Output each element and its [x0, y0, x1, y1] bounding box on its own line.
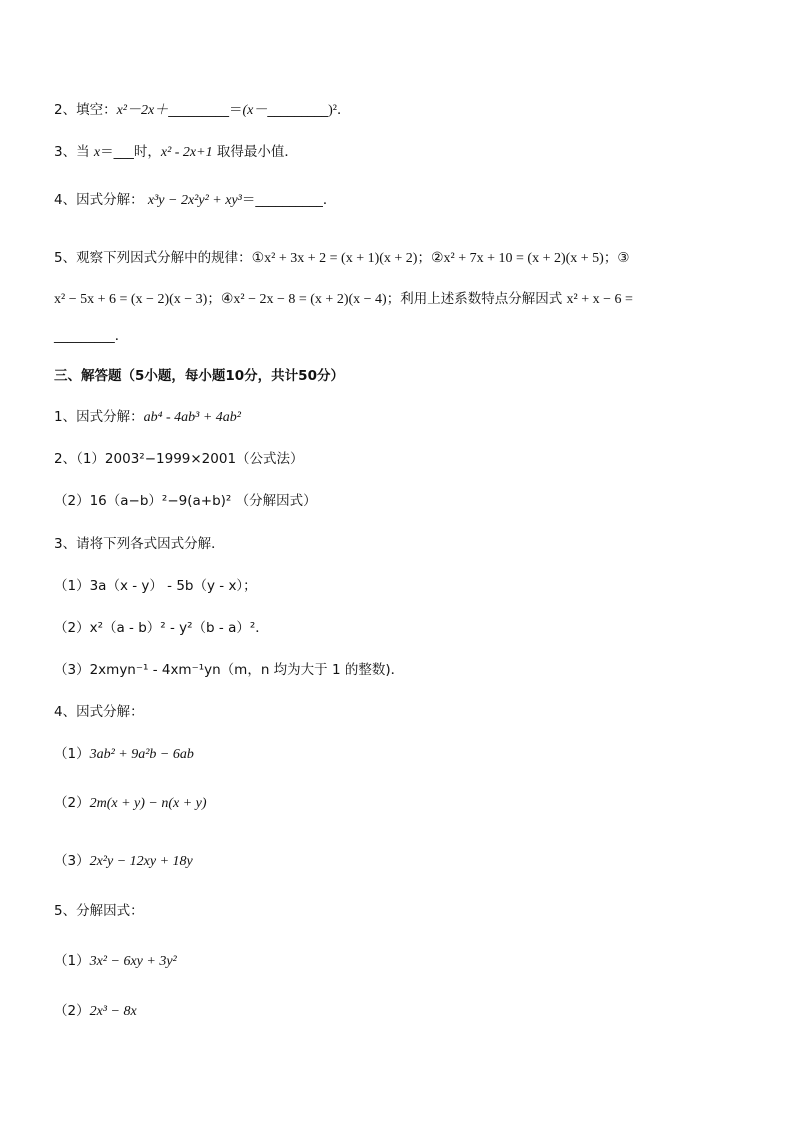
q-label: 因式分解： — [76, 704, 144, 720]
fill-q5-line3 — [54, 326, 128, 346]
q-label: 填空： — [76, 102, 117, 118]
fill-q5-line1 — [54, 248, 629, 269]
fill-q5-line2 — [54, 289, 633, 310]
q-label: 请将下列各式因式分解． — [76, 536, 225, 552]
pattern-item-4: ④x² − 2x − 8 = (x + 2)(x − 4) — [220, 292, 387, 307]
period: ． — [322, 192, 337, 208]
pattern-item-3: x² − 5x + 6 = (x − 2)(x − 3) — [54, 292, 208, 307]
section-heading: 三、解答题（5小题，每小题10分，共计50分） — [54, 368, 344, 384]
solve-q3-part1: （1）3a（x - y） - 5b（y - x）； — [54, 578, 257, 594]
expression: 2x³ − 8x — [89, 1004, 137, 1019]
expression: 2m(x + y) − n(x + y) — [89, 796, 207, 811]
text: 时， — [133, 144, 161, 160]
equals: ＝ — [241, 192, 256, 208]
part-number: （1） — [54, 953, 90, 969]
expression: ab⁴ - 4ab³ + 4ab² — [143, 410, 241, 425]
q-label: 因式分解： — [76, 409, 144, 425]
part-number: （3） — [54, 853, 90, 869]
pattern-item-2: ②x² + 7x + 10 = (x + 2)(x + 5) — [430, 251, 604, 266]
text: 当 — [76, 144, 94, 160]
fill-q3 — [54, 142, 298, 163]
expression: 3x² − 6xy + 3y² — [89, 954, 177, 969]
part-number: （2） — [54, 1003, 90, 1019]
answer-blank: _________ — [267, 102, 329, 118]
q-number: 4、 — [54, 192, 77, 208]
separator: ； — [603, 250, 618, 266]
solve-q4-part2 — [54, 793, 207, 814]
separator: ； — [207, 291, 221, 307]
solve-q2-part2: （2）16（a−b）²−9(a+b)² （分解因式） — [54, 493, 317, 509]
solve-q5-part1 — [54, 951, 177, 972]
answer-blank: __________ — [255, 192, 323, 208]
solve-q5 — [54, 901, 144, 921]
answer-blank: _________ — [168, 102, 229, 118]
part-number: （1） — [54, 746, 90, 762]
q-label: 观察下列因式分解中的规律： — [76, 250, 252, 266]
text: 取得最小值． — [212, 144, 298, 160]
expression: 2x²y − 12xy + 18y — [89, 854, 193, 869]
solve-q4-part1 — [54, 744, 194, 765]
solve-q1 — [54, 407, 241, 428]
equals: ＝ — [100, 144, 114, 160]
q-number: 4、 — [54, 704, 77, 720]
fill-q2 — [54, 100, 350, 121]
expression: 3ab² + 9a²b − 6ab — [89, 747, 194, 762]
expression: x³y − 2x²y² + xy³ — [147, 193, 242, 208]
part-text: （1）2003²−1999×2001（公式法） — [76, 451, 304, 467]
period: ． — [114, 328, 129, 344]
solve-q3 — [54, 534, 225, 554]
solve-q4 — [54, 702, 144, 722]
solve-q5-part2 — [54, 1001, 137, 1022]
target-expression: x² + x − 6 = — [566, 292, 633, 307]
q-number: 2、 — [54, 102, 77, 118]
fill-q4 — [54, 190, 336, 211]
solve-q2-part1 — [54, 449, 304, 469]
solve-q3-part2: （2）x²（a - b）² - y²（b - a）²． — [54, 620, 269, 636]
variable: x — [93, 145, 101, 160]
expression: (x－ — [242, 103, 268, 118]
answer-blank: _________ — [54, 328, 115, 344]
instruction: ；利用上述系数特点分解因式 — [386, 291, 563, 307]
expression-close: )² — [328, 103, 337, 118]
q-label: 因式分解： — [76, 192, 144, 208]
equals: ＝ — [228, 102, 243, 118]
pattern-item-3-mark: ③ — [617, 250, 630, 266]
pattern-item-1: ①x² + 3x + 2 = (x + 1)(x + 2) — [251, 251, 418, 266]
separator: ； — [417, 250, 431, 266]
q-number: 1、 — [54, 409, 77, 425]
expression: x² - 2x+1 — [160, 145, 213, 160]
q-label: 分解因式： — [76, 903, 144, 919]
q-number: 3、 — [54, 144, 77, 160]
period: ． — [336, 102, 351, 118]
q-number: 3、 — [54, 536, 77, 552]
q-number: 5、 — [54, 250, 77, 266]
part-number: （2） — [54, 795, 90, 811]
solve-q4-part3 — [54, 851, 193, 872]
answer-blank: ___ — [113, 144, 134, 160]
q-number: 2、 — [54, 451, 77, 467]
q-number: 5、 — [54, 903, 77, 919]
solve-q3-part3: （3）2xmyn⁻¹ - 4xm⁻¹yn（m，n 均为大于 1 的整数)． — [54, 662, 405, 678]
expression: x²－2x＋ — [116, 103, 169, 118]
